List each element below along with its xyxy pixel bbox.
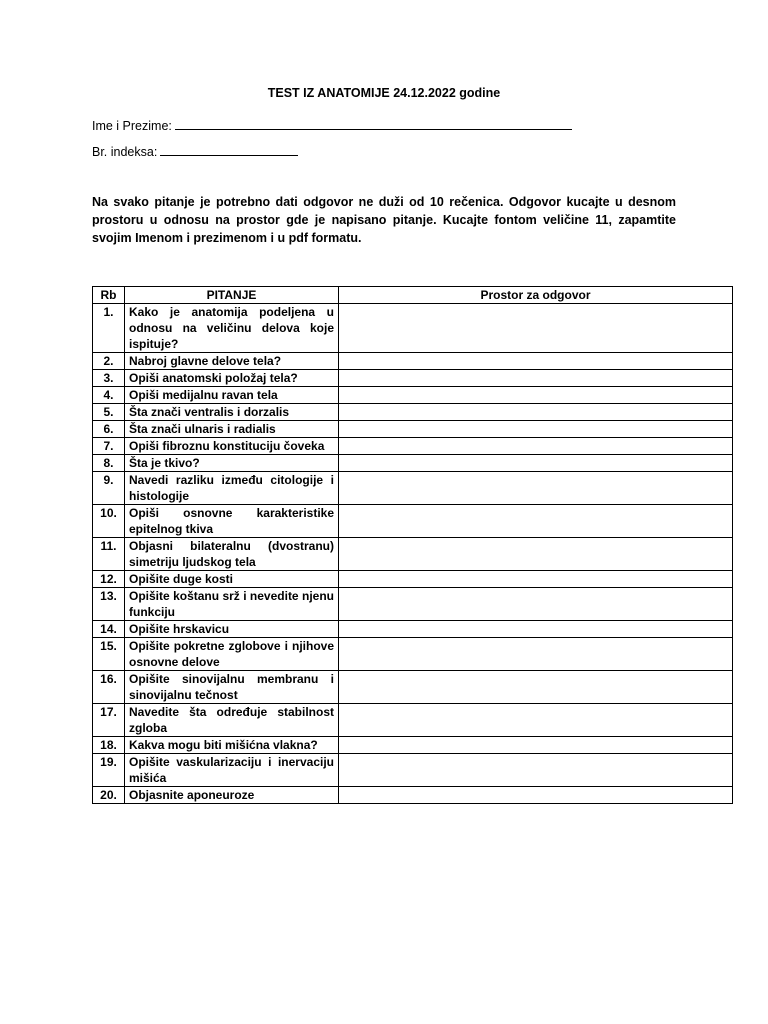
table-row — [93, 353, 733, 370]
answer-cell[interactable] — [339, 404, 733, 421]
question-text: Šta je tkivo? — [125, 455, 339, 472]
table-row — [93, 370, 733, 387]
answer-cell[interactable] — [339, 472, 733, 505]
table-row — [93, 304, 733, 353]
row-number: 13. — [93, 588, 125, 621]
answer-cell[interactable] — [339, 671, 733, 704]
question-text: Opišite pokretne zglobove i njihove osnovne delove — [125, 638, 339, 671]
question-text: Šta znači ventralis i dorzalis — [125, 404, 339, 421]
questions-table — [92, 286, 733, 804]
answer-cell[interactable] — [339, 387, 733, 404]
question-text: Opišite duge kosti — [125, 571, 339, 588]
row-number: 7. — [93, 438, 125, 455]
instructions-paragraph: Na svako pitanje je potrebno dati odgovor ne duži od 10 rečenica. Odgovor kucajte u desnom prostoru u odnosu na prostor gde je napisano pitanje. Kucajte fontom veličine 11, zapamtite svojim Imenom i prezimenom i u pdf formatu. — [92, 195, 676, 245]
document-title: TEST IZ ANATOMIJE 24.12.2022 godine — [267, 86, 501, 100]
answer-cell[interactable] — [339, 421, 733, 438]
row-number: 2. — [93, 353, 125, 370]
answer-cell[interactable] — [339, 538, 733, 571]
table-body — [93, 304, 733, 804]
row-number: 3. — [93, 370, 125, 387]
question-text: Objasnite aponeuroze — [125, 787, 339, 804]
table-row — [93, 404, 733, 421]
table-row — [93, 638, 733, 671]
answer-cell[interactable] — [339, 737, 733, 754]
question-text: Šta znači ulnaris i radialis — [125, 421, 339, 438]
table-row — [93, 588, 733, 621]
row-number: 15. — [93, 638, 125, 671]
question-text: Kakva mogu biti mišićna vlakna? — [125, 737, 339, 754]
answer-cell[interactable] — [339, 370, 733, 387]
table-row — [93, 787, 733, 804]
table-row — [93, 704, 733, 737]
row-number: 5. — [93, 404, 125, 421]
answer-cell[interactable] — [339, 505, 733, 538]
question-text: Opiši fibroznu konstituciju čoveka — [125, 438, 339, 455]
question-text: Objasni bilateralnu (dvostranu) simetriju ljudskog tela — [125, 538, 339, 571]
table-row — [93, 421, 733, 438]
question-text: Nabroj glavne delove tela? — [125, 353, 339, 370]
row-number: 10. — [93, 505, 125, 538]
answer-cell[interactable] — [339, 438, 733, 455]
answer-cell[interactable] — [339, 638, 733, 671]
name-blank-line[interactable] — [175, 117, 572, 130]
index-field-row — [92, 143, 298, 159]
table-header-row — [93, 287, 733, 304]
row-number: 20. — [93, 787, 125, 804]
index-blank-line[interactable] — [160, 143, 298, 156]
question-text: Opiši osnovne karakteristike epitelnog tkiva — [125, 505, 339, 538]
question-text: Opišite hrskavicu — [125, 621, 339, 638]
table-row — [93, 737, 733, 754]
answer-cell[interactable] — [339, 787, 733, 804]
header-rb: Rb — [93, 287, 125, 304]
row-number: 14. — [93, 621, 125, 638]
answer-cell[interactable] — [339, 704, 733, 737]
table-row — [93, 455, 733, 472]
row-number: 1. — [93, 304, 125, 353]
row-number: 9. — [93, 472, 125, 505]
question-text: Opišite sinovijalnu membranu i sinovijalnu tečnost — [125, 671, 339, 704]
answer-cell[interactable] — [339, 571, 733, 588]
row-number: 4. — [93, 387, 125, 404]
table-row — [93, 438, 733, 455]
row-number: 6. — [93, 421, 125, 438]
table-row — [93, 671, 733, 704]
answer-cell[interactable] — [339, 455, 733, 472]
question-text: Navedi razliku između citologije i histologije — [125, 472, 339, 505]
table-row — [93, 387, 733, 404]
table-row — [93, 505, 733, 538]
answer-cell[interactable] — [339, 304, 733, 353]
row-number: 18. — [93, 737, 125, 754]
question-text: Opišite vaskularizaciju i inervaciju mišića — [125, 754, 339, 787]
question-text: Opiši anatomski položaj tela? — [125, 370, 339, 387]
row-number: 16. — [93, 671, 125, 704]
index-label: Br. indeksa: — [92, 145, 158, 159]
header-answer: Prostor za odgovor — [339, 287, 733, 304]
table-row — [93, 754, 733, 787]
row-number: 19. — [93, 754, 125, 787]
table-row — [93, 571, 733, 588]
question-text: Opiši medijalnu ravan tela — [125, 387, 339, 404]
name-label: Ime i Prezime: — [92, 119, 172, 133]
row-number: 8. — [93, 455, 125, 472]
row-number: 11. — [93, 538, 125, 571]
question-text: Kako je anatomija podeljena u odnosu na veličinu delova koje ispituje? — [125, 304, 339, 353]
name-field-row — [92, 117, 572, 133]
answer-cell[interactable] — [339, 754, 733, 787]
table-row — [93, 472, 733, 505]
answer-cell[interactable] — [339, 588, 733, 621]
answer-cell[interactable] — [339, 621, 733, 638]
question-text: Opišite koštanu srž i nevedite njenu funkciju — [125, 588, 339, 621]
row-number: 12. — [93, 571, 125, 588]
answer-cell[interactable] — [339, 353, 733, 370]
question-text: Navedite šta određuje stabilnost zgloba — [125, 704, 339, 737]
header-question: PITANJE — [125, 287, 339, 304]
table-row — [93, 621, 733, 638]
row-number: 17. — [93, 704, 125, 737]
table-row — [93, 538, 733, 571]
